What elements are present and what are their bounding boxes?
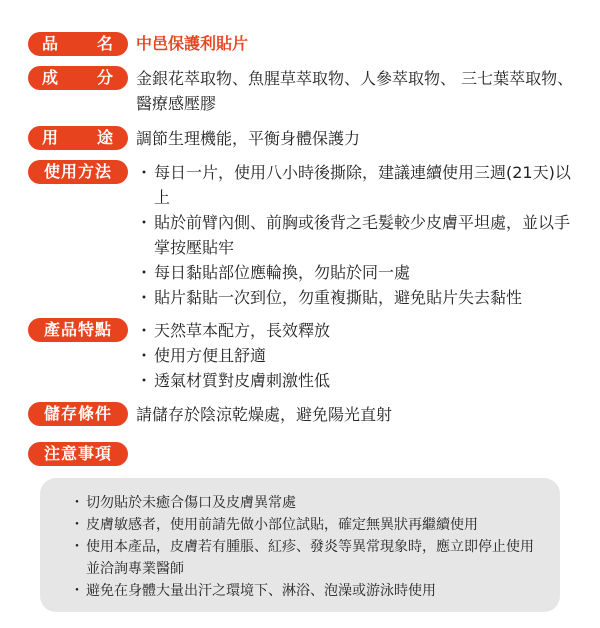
notice-panel <box>40 478 560 612</box>
list-item: ・ 天然草本配方，長效釋放 <box>136 318 576 343</box>
features-label: 產品特點 <box>28 318 128 342</box>
product-name-label: 品 名 <box>28 32 128 56</box>
features-list <box>136 318 576 393</box>
list-item: ・ 使用方便且舒適 <box>136 343 576 368</box>
usage-label: 用 途 <box>28 126 128 150</box>
list-item: ・ 貼於前臂內側、前胸或後背之毛髮較少皮膚平坦處，並以手掌按壓貼牢 <box>136 210 576 260</box>
list-item: ・ 貼片黏貼一次到位，勿重複撕貼，避免貼片失去黏性 <box>136 285 576 310</box>
storage-value: 請儲存於陰涼乾燥處，避免陽光直射 <box>136 405 393 424</box>
list-item: ・ 使用本產品，皮膚若有腫脹、紅疹、發炎等異常現象時，應立即停止使用並洽詢專業醫師 <box>70 536 538 580</box>
directions-list <box>136 160 576 310</box>
directions-label: 使用方法 <box>28 160 128 184</box>
ingredients-value: 金銀花萃取物、魚腥草萃取物、人參萃取物、 三七葉萃取物、醫療感壓膠 <box>136 69 574 113</box>
list-item: ・ 避免在身體大量出汗之環境下、淋浴、泡澡或游泳時使用 <box>70 580 538 602</box>
usage-value: 調節生理機能，平衡身體保護力 <box>136 129 361 148</box>
product-name-value: 中邑保護利貼片 <box>136 34 249 53</box>
list-item: ・ 透氣材質對皮膚刺激性低 <box>136 368 576 393</box>
storage-label: 儲存條件 <box>28 402 128 426</box>
list-item: ・ 每日黏貼部位應輪換，勿貼於同一處 <box>136 260 576 285</box>
list-item: ・ 每日一片，使用八小時後撕除，建議連續使用三週(21天)以上 <box>136 160 576 210</box>
list-item: ・ 切勿貼於未癒合傷口及皮膚異常處 <box>70 492 538 514</box>
notice-label: 注意事項 <box>28 442 128 466</box>
ingredients-label: 成 分 <box>28 66 128 90</box>
list-item: ・ 皮膚敏感者，使用前請先做小部位試貼，確定無異狀再繼續使用 <box>70 514 538 536</box>
